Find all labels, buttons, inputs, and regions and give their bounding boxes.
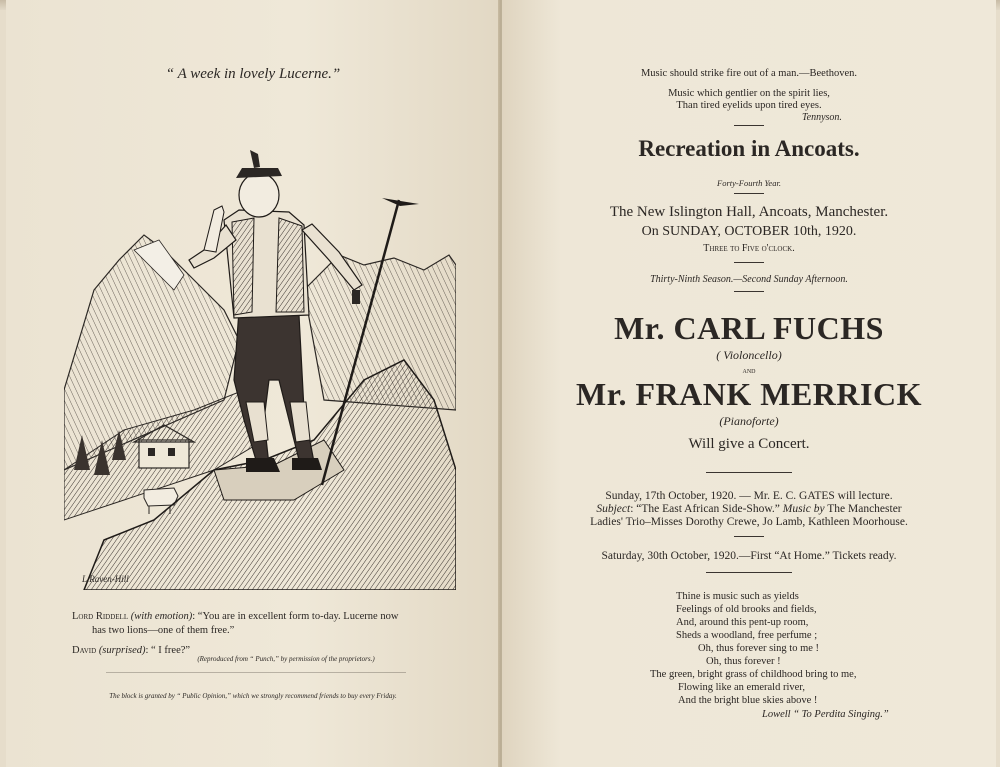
instrument-violoncello: ( Violoncello) (716, 348, 782, 362)
divider (734, 291, 764, 292)
caption-speech-2: : “ I free?” (145, 645, 191, 656)
season-line: Thirty-Ninth Season.—Second Sunday Afternoon. (650, 274, 848, 285)
lecture-subject: : “The East African Side-Show.” (630, 503, 780, 515)
reproduction-credit: (Reproduced from “ Punch,” by permission of the proprietors.) (197, 655, 375, 663)
performer-frank-merrick: Mr. FRANK MERRICK (576, 376, 922, 412)
divider (734, 262, 764, 263)
caption-direction-2: (surprised) (98, 645, 146, 656)
year-line: Forty-Fourth Year. (717, 178, 781, 188)
poem-line: Oh, thus forever sing to me ! (698, 643, 820, 654)
concert-time: Three to Five o'clock. (703, 243, 795, 254)
divider (706, 472, 792, 473)
event-title: Recreation in Ancoats. (638, 136, 860, 161)
concert-announcement: Will give a Concert. (688, 436, 810, 452)
music-by-label: Music by (782, 503, 825, 515)
poem-line: And, around this pent-up room, (676, 617, 809, 628)
caption-speech-1-cont: has two lions—one of them free.” (92, 625, 235, 636)
caption-speaker-1: Lord Riddell (72, 611, 129, 622)
alpine-hat (236, 168, 282, 178)
caption-speaker-2: David (72, 645, 97, 656)
poem-line: And the bright blue skies above ! (678, 695, 818, 706)
tennyson-quote-line1: Music which gentlier on the spirit lies, (668, 88, 830, 99)
music-by: The Manchester (824, 503, 902, 515)
block-credit-footer: The block is granted by “ Public Opinion,” which we strongly recommend friends to buy every Friday. (109, 692, 397, 700)
divider (734, 193, 764, 194)
divider (734, 125, 764, 126)
notice-lecture-line1: Sunday, 17th October, 1920. — Mr. E. C. GATES will lecture. (605, 490, 893, 502)
poem-line: Feelings of old brooks and fields, (676, 604, 817, 615)
caption-lord-riddell (72, 610, 452, 624)
hanging-lantern (352, 290, 360, 304)
chalet (139, 440, 189, 468)
poem-attribution: Lowell “ To Perdita Singing.” (762, 709, 889, 720)
poem-line: Sheds a woodland, free perfume ; (676, 630, 818, 641)
notice-at-home: Saturday, 30th October, 1920.—First “At Home.” Tickets ready. (601, 550, 897, 562)
instrument-pianoforte: (Pianoforte) (719, 414, 779, 428)
and-conjunction: and (742, 365, 756, 375)
divider (106, 672, 406, 673)
punch-cartoon-illustration (64, 140, 456, 590)
poem-line: Thine is music such as yields (676, 591, 799, 602)
divider (706, 572, 792, 573)
performer-carl-fuchs: Mr. CARL FUCHS (614, 310, 884, 346)
divider (734, 536, 764, 537)
hat-feather (250, 150, 260, 168)
beethoven-quote: Music should strike fire out of a man.—Beethoven. (640, 68, 858, 79)
subject-label: Subject (596, 503, 631, 515)
poem-line: Flowing like an emerald river, (678, 682, 805, 693)
artist-signature: L.Raven-Hill (82, 574, 129, 584)
caption-speech-1: : “You are in excellent form to-day. Lucerne now (192, 611, 399, 622)
illustration-heading: “ A week in lovely Lucerne.” (165, 66, 341, 82)
right-page (502, 0, 996, 767)
poem-line: Oh, thus forever ! (706, 656, 781, 667)
poem-line: The green, bright grass of childhood bring to me, (650, 669, 857, 680)
left-page (6, 0, 500, 767)
tennyson-attribution: Tennyson. (802, 112, 842, 123)
notice-lecture-line2 (502, 503, 996, 515)
notice-lecture-line3: Ladies' Trio–Misses Dorothy Crewe, Jo Lamb, Kathleen Moorhouse. (590, 516, 908, 528)
caption-direction-1: (with emotion) (130, 611, 193, 622)
tennyson-quote-line2: Than tired eyelids upon tired eyes. (676, 100, 822, 111)
venue: The New Islington Hall, Ancoats, Manchester. (609, 204, 889, 220)
figure-head (239, 173, 279, 217)
concert-date: On SUNDAY, OCTOBER 10th, 1920. (641, 224, 857, 239)
